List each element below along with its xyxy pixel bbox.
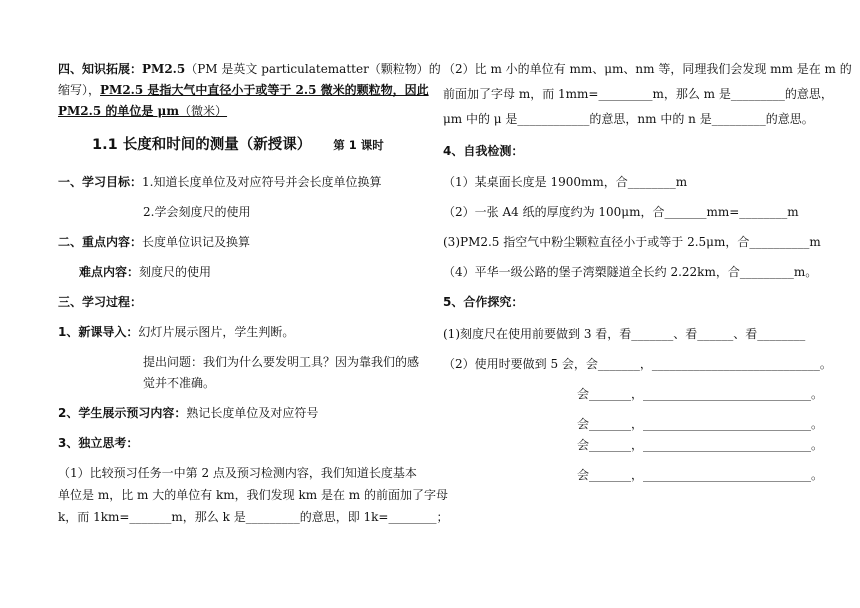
lesson-title [92, 135, 384, 155]
think-p1-line-1: （1）比较预习任务一中第 2 点及预习检测内容，我们知道长度基本 [58, 466, 417, 480]
self-check-4: （4）平华一级公路的堡子湾槊隧道全长约 2.22km，合_________m。 [443, 265, 818, 279]
page-title: 1.1 长度和时间的测量（新授课） [92, 137, 312, 153]
explore-1: (1)刻度尺在使用前要做到 3 看，看_______、看______、看________ [443, 327, 806, 341]
extension-line-1: 四、知识拓展：PM2.5（PM 是英文 particulatematter（颗粒物）的 [58, 62, 441, 76]
goals-row: 一、学习目标：1.知道长度单位及对应符号并会长度单位换算 [58, 175, 382, 189]
question-line-2: 觉并不准确。 [143, 376, 216, 390]
think-p1-line-2: 单位是 m，比 m 大的单位有 km，我们发现 km 是在 m 的前面加了字母 [58, 488, 448, 502]
think-p2-line-3: μm 中的 μ 是____________的意思，nm 中的 n 是_________的意思。 [443, 112, 814, 126]
explore-2: （2）使用时要做到 5 会，会_______，____________________________。 [443, 357, 832, 371]
extension-line-3: PM2.5 的单位是 μm（微米） [58, 104, 228, 118]
preview-heading: 2、学生展示预习内容： [58, 406, 187, 420]
explore-2-item-5: 会_______，____________________________。 [577, 468, 824, 482]
pm25-definition: PM2.5 是指大气中直径小于或等于 2.5 微米的颗粒物，因此 [100, 83, 429, 97]
process-heading: 三、学习过程： [58, 295, 143, 309]
extension-line-2: 缩写），PM2.5 是指大气中直径小于或等于 2.5 微米的颗粒物，因此 [58, 83, 429, 97]
think-p1-line-3: k，而 1km=_______m，那么 k 是_________的意思，即 1k=________； [58, 510, 449, 524]
intro-row: 1、新课导入：幻灯片展示图片，学生判断。 [58, 325, 295, 339]
self-check-2: （2）一张 A4 纸的厚度约为 100μm，合_______mm=________m [443, 205, 799, 219]
cooperation-heading: 5、合作探究： [443, 295, 524, 309]
preview-row: 2、学生展示预习内容：熟记长度单位及对应符号 [58, 406, 319, 420]
explore-2-item-2: 会_______，____________________________。 [577, 387, 824, 401]
think-p2-line-2: 前面加了字母 m，而 1mm=_________m，那么 m 是_________的意思， [443, 87, 833, 101]
self-check-3: (3)PM2.5 指空气中粉尘颗粒直径小于或等于 2.5μm，合__________m [443, 235, 821, 249]
think-heading: 3、独立思考： [58, 436, 139, 450]
key-content-row: 二、重点内容：长度单位识记及换算 [58, 235, 251, 249]
difficult-content-row: 难点内容：刻度尺的使用 [79, 265, 212, 279]
question-line-1: 提出问题：我们为什么要发明工具？因为靠我们的感 [143, 355, 420, 369]
self-check-1: （1）某桌面长度是 1900mm，合________m [443, 175, 688, 189]
self-check-heading: 4、自我检测： [443, 144, 524, 158]
lesson-period: 第 1 课时 [333, 138, 384, 152]
goals-heading: 一、学习目标： [58, 175, 143, 189]
key-heading: 二、重点内容： [58, 235, 143, 249]
intro-heading: 1、新课导入： [58, 325, 139, 339]
difficult-heading: 难点内容： [79, 265, 140, 279]
extension-heading: 四、知识拓展： [58, 62, 143, 76]
explore-2-item-4: 会_______，____________________________。 [577, 438, 824, 452]
explore-2-item-3: 会_______，____________________________。 [577, 417, 824, 431]
goal-2: 2.学会刻度尺的使用 [143, 205, 251, 219]
think-p2-line-1: （2）比 m 小的单位有 mm、μm、nm 等，同理我们会发现 mm 是在 m 的 [443, 62, 852, 76]
